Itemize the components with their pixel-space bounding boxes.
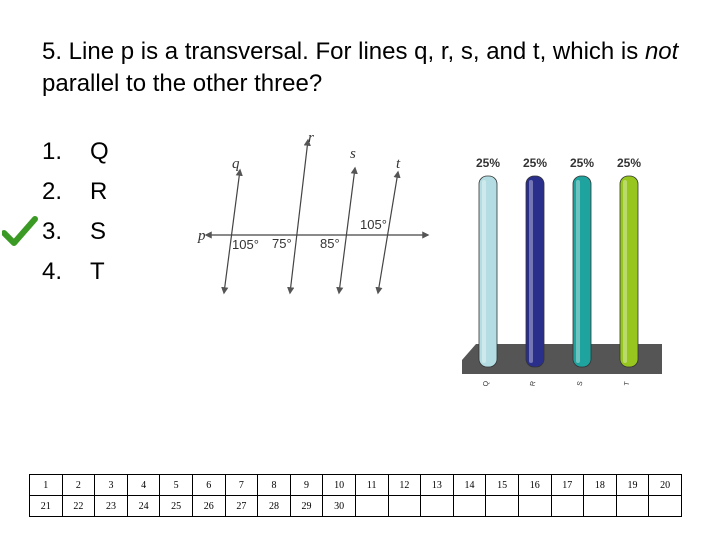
transversal-diagram	[192, 128, 440, 298]
category-label: S	[576, 380, 585, 387]
choice-label: T	[90, 258, 105, 285]
grid-cell: 16	[518, 475, 551, 496]
angle-label: 105°	[360, 217, 387, 232]
grid-cell: 14	[453, 475, 486, 496]
choice-3[interactable]	[42, 212, 109, 252]
category-label: R	[529, 380, 538, 387]
question-suffix: parallel to the other three?	[42, 70, 323, 97]
response-number-grid	[29, 474, 682, 517]
response-bar-chart	[452, 146, 672, 396]
bar	[573, 176, 591, 367]
bar-value-label: 25%	[475, 156, 501, 170]
grid-cell: 19	[616, 475, 649, 496]
grid-cell	[584, 496, 617, 517]
label-t: t	[396, 156, 401, 172]
grid-cell: 24	[127, 496, 160, 517]
label-p: p	[198, 228, 206, 244]
grid-cell: 15	[486, 475, 519, 496]
grid-cell: 5	[160, 475, 193, 496]
grid-cell: 28	[258, 496, 291, 517]
choice-number: 4.	[42, 258, 63, 285]
angle-label: 75°	[272, 236, 292, 251]
grid-cell: 21	[30, 496, 63, 517]
choice-label: R	[90, 178, 108, 205]
grid-cell	[551, 496, 584, 517]
bar-highlight	[529, 180, 533, 363]
grid-cell	[355, 496, 388, 517]
choice-1[interactable]	[42, 132, 109, 172]
choice-number: 1.	[42, 138, 63, 165]
choice-2[interactable]	[42, 172, 109, 212]
checkmark-icon	[2, 216, 38, 248]
line-s	[339, 168, 355, 293]
label-r: r	[308, 130, 314, 146]
grid-cell	[649, 496, 682, 517]
bar	[620, 176, 638, 367]
bar-highlight	[482, 180, 486, 363]
grid-cell	[388, 496, 421, 517]
grid-cell	[518, 496, 551, 517]
grid-cell: 25	[160, 496, 193, 517]
grid-cell: 10	[323, 475, 356, 496]
bar	[479, 176, 497, 367]
angle-label: 105°	[232, 237, 259, 252]
bar-value-label: 25%	[616, 156, 642, 170]
question-emphasis: not	[644, 38, 679, 65]
grid-cell: 12	[388, 475, 421, 496]
grid-cell: 27	[225, 496, 258, 517]
grid-cell: 18	[584, 475, 617, 496]
grid-cell: 4	[127, 475, 160, 496]
angle-label: 85°	[320, 236, 340, 251]
bar-highlight	[576, 180, 580, 363]
grid-row	[30, 475, 682, 496]
grid-cell	[486, 496, 519, 517]
grid-cell: 9	[290, 475, 323, 496]
line-t	[378, 172, 398, 293]
grid-cell	[453, 496, 486, 517]
grid-cell: 13	[421, 475, 454, 496]
grid-cell: 30	[323, 496, 356, 517]
answer-choices	[42, 132, 109, 292]
grid-cell: 8	[258, 475, 291, 496]
grid-cell: 23	[95, 496, 128, 517]
line-r	[290, 140, 308, 293]
grid-cell: 11	[355, 475, 388, 496]
label-s: s	[350, 146, 356, 162]
grid-cell	[421, 496, 454, 517]
grid-cell: 17	[551, 475, 584, 496]
category-label: Q	[482, 380, 491, 388]
choice-number: 3.	[42, 218, 63, 245]
bar-value-label: 25%	[522, 156, 548, 170]
grid-cell	[616, 496, 649, 517]
bar-highlight	[623, 180, 627, 363]
grid-cell: 3	[95, 475, 128, 496]
grid-cell: 22	[62, 496, 95, 517]
grid-cell: 7	[225, 475, 258, 496]
grid-cell: 29	[290, 496, 323, 517]
grid-cell: 26	[192, 496, 225, 517]
bar	[526, 176, 544, 367]
grid-row	[30, 496, 682, 517]
grid-cell: 20	[649, 475, 682, 496]
grid-cell: 1	[30, 475, 63, 496]
choice-4[interactable]	[42, 252, 109, 292]
grid-cell: 2	[62, 475, 95, 496]
label-q: q	[232, 156, 240, 172]
question-text	[42, 36, 692, 100]
choice-label: S	[90, 218, 107, 245]
grid-cell: 6	[192, 475, 225, 496]
choice-label: Q	[90, 138, 109, 165]
line-q	[224, 170, 240, 293]
bar-value-label: 25%	[569, 156, 595, 170]
question-prefix: 5. Line p is a transversal. For lines q, r, s, and t, which is	[42, 38, 645, 65]
category-label: T	[623, 381, 632, 387]
choice-number: 2.	[42, 178, 63, 205]
